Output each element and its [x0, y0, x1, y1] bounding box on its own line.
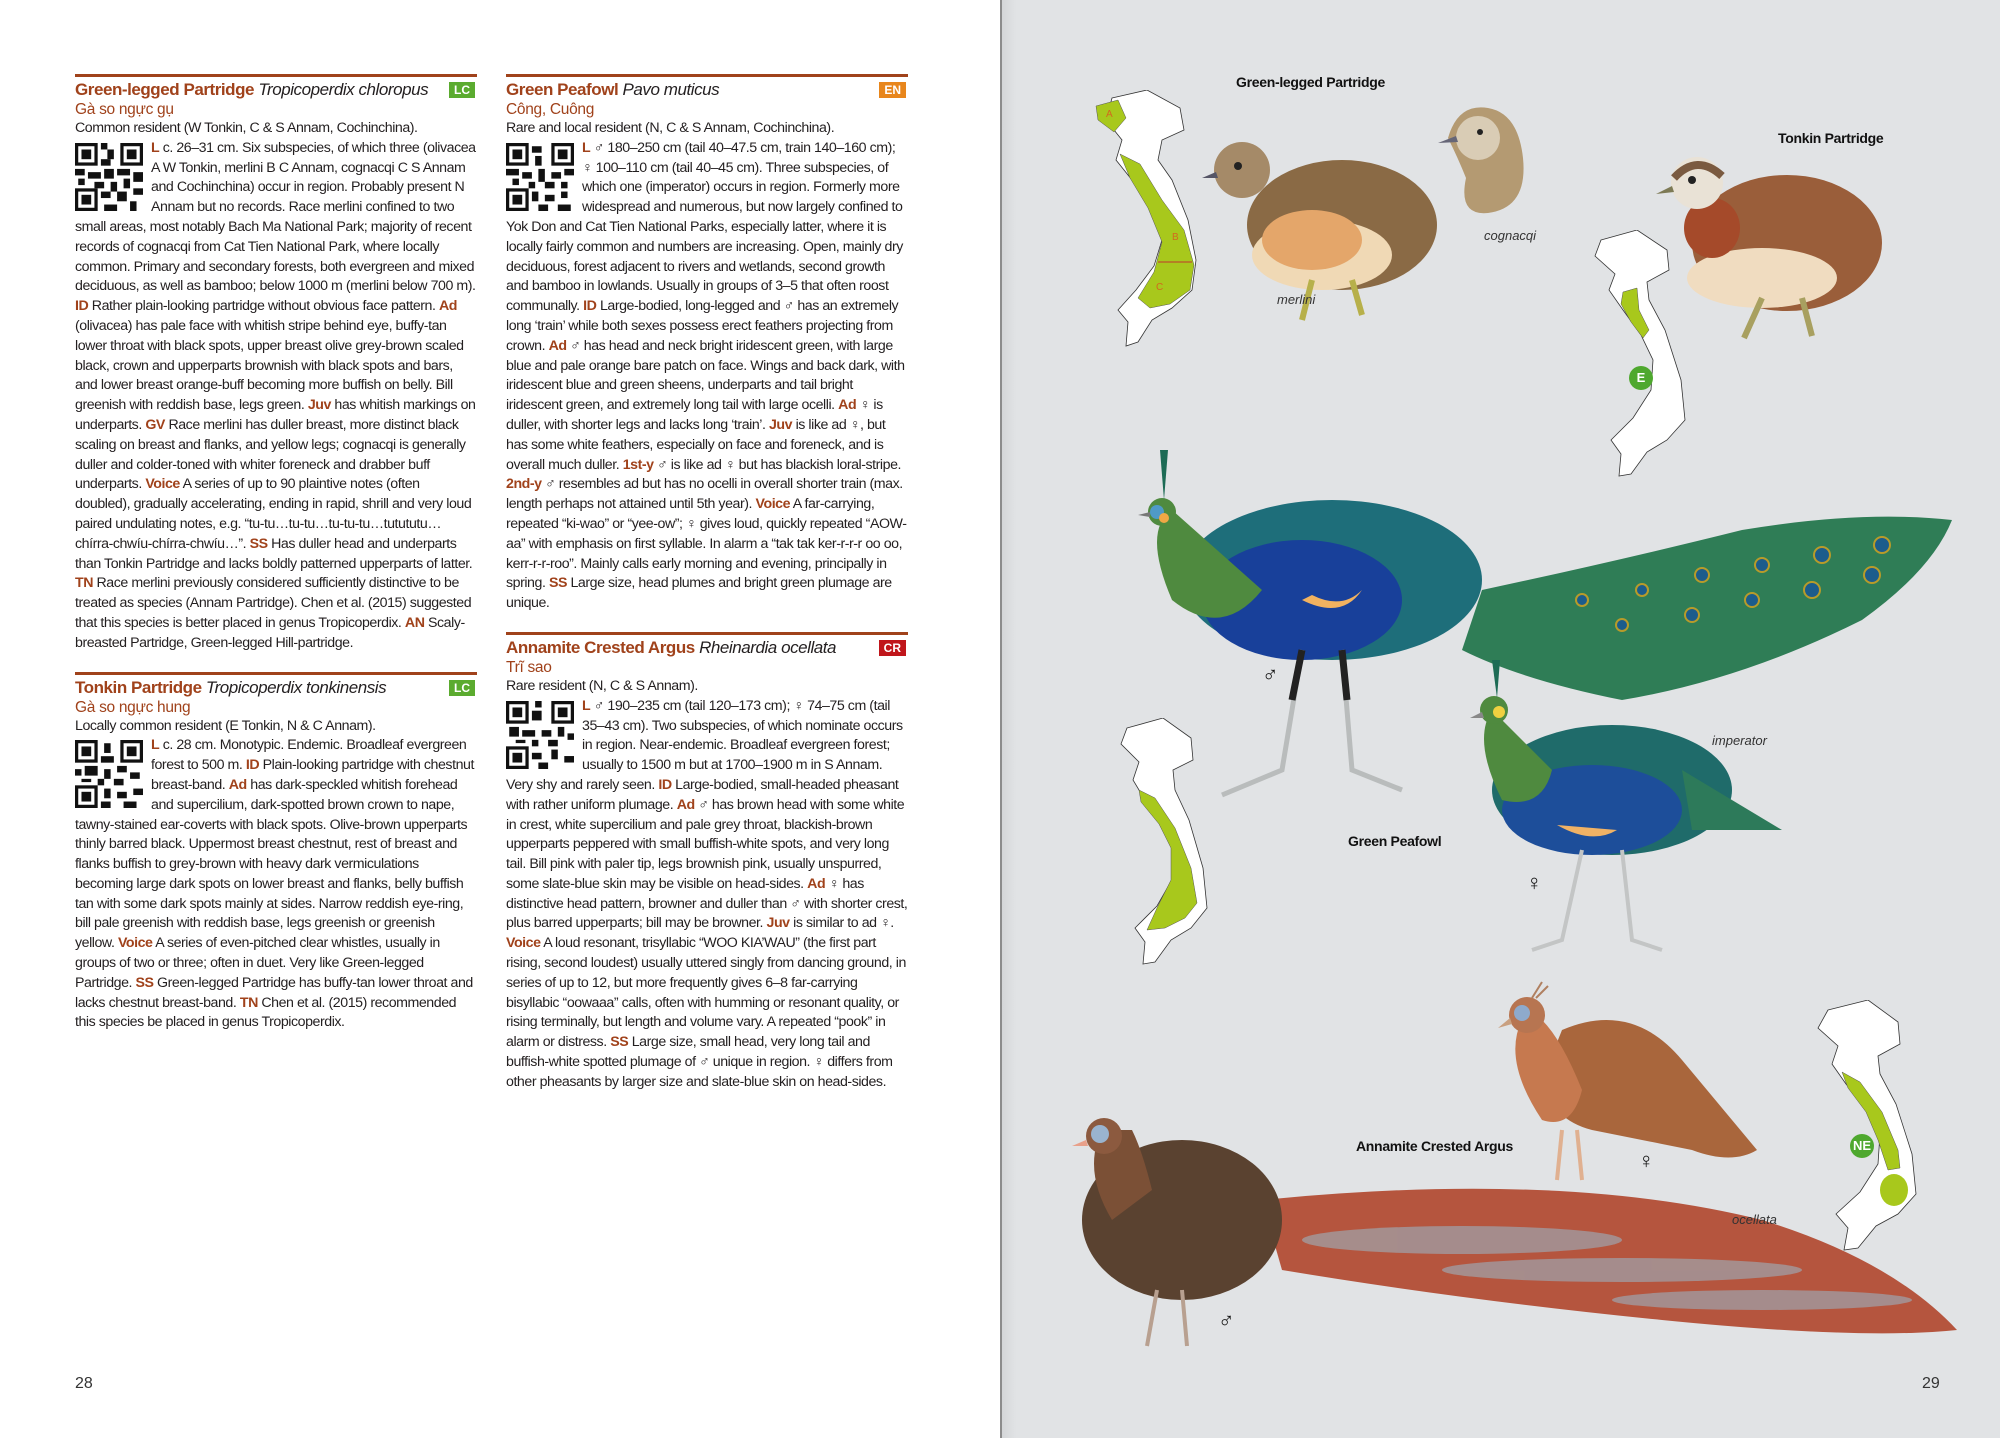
label-2nd-y: 2nd-y [506, 476, 542, 493]
endemic-badge-E: E [1629, 366, 1653, 390]
label-ID: ID [583, 298, 597, 315]
female-symbol: ♀ [1638, 1148, 1655, 1173]
common-name: Annamite Crested Argus [506, 637, 695, 657]
common-name: Green Peafowl [506, 80, 619, 99]
species-entry-tonkin-partridge [75, 672, 477, 1034]
label-Ad: Ad [228, 776, 247, 793]
label-ID: ID [245, 757, 260, 774]
page-number-left: 28 [75, 1375, 93, 1392]
species-description: L c. 26–31 cm. Six subspecies, of which three (olivacea A W Tonkin, merlini B C Annam, cognacqi C S Annam and Cochinchina) occur in region. Probably present N Annam but no records. Race merlini confined to two small areas, most notably Bach Ma National Park; majority of recent records of cognacqi from Cat Tien National Park, where locally common. Primary and secondary forests, both evergreen and mixed deciduous, as well as bamboo; below 1000 m (merlini below 700 m). ID Rather plain-looking partridge without obvious face pattern. Ad (olivacea) has pale face with whitish stripe behind eye, buffy-tan lower throat with black spots, upper breast olive grey-brown scaled black, crown and upperparts brownish with black spots and bars, and lower breast orange-buff becoming more buffish on belly. Bill greenish with reddish base, legs green. Juv has whitish markings on underparts. GV Race merlini has duller breast, more distinct black scaling on breast and flanks, and yellow legs; cognacqi is generally duller and colder-toned with whiter foreneck and drabber buff underparts. Voice A series of up to 90 plaintive notes (often doubled), gradually accelerating, ending in rapid, shrill and very loud paired undulating notes, e.g. “tu-tu…tu-tu…tu-tu-tu…tutututu…chírra-chwíu-chírra-chwíu…”. SS Has duller head and underparts than Tonkin Partridge and lacks boldly patterned upperparts of latter. TN Race merlini previously considered sufficiently distinctive to be treated as species (Annam Partridge). Chen et al. (2015) suggested that this species is better placed in genus Tropicoperdix. AN Scaly-breasted Partridge, Green-legged Hill-partridge. [75, 139, 476, 651]
species-heading [506, 638, 908, 658]
label-L: L [582, 139, 591, 156]
label-GV: GV [145, 416, 165, 433]
race-label-cognacqi: cognacqi [1484, 228, 1537, 243]
label-SS: SS [610, 1034, 629, 1051]
plate-label-tonkin-partridge: Tonkin Partridge [1778, 130, 1884, 146]
vietnamese-name: Trĩ sao [506, 658, 552, 676]
label-Juv: Juv [766, 915, 790, 932]
label-AN: AN [404, 614, 425, 631]
species-entry-annamite-crested-argus [506, 632, 908, 1093]
label-Voice: Voice [117, 935, 153, 952]
page-number-right: 29 [1922, 1375, 1940, 1392]
range-map-green-peafowl [1115, 718, 1215, 968]
label-ID: ID [75, 298, 89, 315]
scientific-name: Tropicoperdix chloropus [258, 80, 429, 99]
vietnamese-name: Gà so ngực gụ [75, 101, 174, 118]
label-ID: ID [658, 776, 672, 793]
status-badge: EN [879, 82, 906, 98]
range-map-tonkin-partridge [1587, 230, 1692, 480]
range-map-green-legged-partridge [1092, 90, 1202, 350]
residency-status: Common resident (W Tonkin, C & S Annam, Cochinchina). [75, 120, 418, 136]
species-description: L ♂ 180–250 cm (tail 40–47.5 cm, train 140–160 cm); ♀ 100–110 cm (tail 40–45 cm). Three subspecies, of which one (imperator) occurs in region. Formerly more widespread and numerous, but now largely confined to Yok Don and Cat Tien National Parks, especially latter, where it is locally fairly common and numbers are increasing. Open, mainly dry deciduous, forest adjacent to rivers and wetlands, second growth and bamboo in lowlands. Usually in groups of 3–5 that often roost communally. ID Large-bodied, long-legged and ♂ has an extremely long ‘train’ while both sexes possess erect feathers projecting from crown. Ad ♂ has head and neck bright iridescent green, with large blue and pale orange bare patch on face. Wings and back dark, with iridescent blue and green sheens, underparts and tail bright iridescent green, and extremely long tail with large ocelli. Ad ♀ is duller, with shorter legs and lacks long ‘train’. Juv is like ad ♀, but has some white feathers, especially on face and foreneck, and is overall much duller. 1st-y ♂ is like ad ♀ but has blackish loral-stripe. 2nd-y ♂ resembles ad but has no ocelli in overall shorter train (max. length perhaps not attained until 5th year). Voice A far-carrying, repeated “ki-wao” or “yee-ow”; ♀ gives loud, quickly repeated “AOW-aa” with emphasis on first syllable. In alarm a “tak tak ker-r-r-r oo oo, kerr-r-r-roo”. Mainly calls early morning and evening, principally in spring. SS Large size, head plumes and bright green plumage are unique. [506, 139, 907, 612]
label-Ad: Ad [548, 337, 567, 354]
label-TN: TN [75, 575, 94, 592]
label-Voice: Voice [506, 935, 541, 952]
label-Voice: Voice [145, 476, 180, 493]
residency-status: Locally common resident (E Tonkin, N & C Annam). [75, 717, 376, 734]
label-TN: TN [239, 994, 258, 1011]
label-SS: SS [548, 575, 567, 592]
label-SS: SS [249, 535, 268, 552]
status-badge: LC [449, 680, 475, 696]
label-Juv: Juv [307, 397, 331, 414]
female-symbol: ♀ [1526, 870, 1543, 895]
label-Ad: Ad [438, 298, 457, 315]
species-heading [75, 80, 477, 100]
race-label-ocellata: ocellata [1732, 1212, 1777, 1227]
map-region-letter: B [1172, 232, 1179, 243]
plate-label-green-peafowl: Green Peafowl [1348, 833, 1442, 849]
scientific-name: Tropicoperdix tonkinensis [205, 677, 387, 697]
race-label-imperator: imperator [1712, 733, 1767, 748]
scientific-name: Pavo muticus [622, 80, 720, 99]
common-name: Green-legged Partridge [75, 80, 255, 99]
common-name: Tonkin Partridge [75, 677, 202, 697]
range-map-annamite-crested-argus [1812, 1000, 1942, 1255]
qr-code-icon[interactable] [506, 143, 574, 211]
residency-status: Rare and local resident (N, C & S Annam, Cochinchina). [506, 120, 835, 136]
label-1st-y: 1st-y [622, 456, 654, 473]
species-description: L c. 28 cm. Monotypic. Endemic. Broadleaf evergreen forest to 500 m. ID Plain-looking partridge with chestnut breast-band. Ad has dark-speckled whitish forehead and supercilium, dark-spotted brown crown to nape, tawny-stained ear-coverts with black spots. Olive-brown upperparts thinly barred black. Uppermost breast chestnut, rest of breast and flanks buffish to grey-brown with heavy dark vermiculations becoming large dark spots on lower breast and flanks, belly buffish tan with some dark spots mainly at sides. Narrow reddish eye-ring, bill pale greenish with reddish base, legs greenish or greenish yellow. Voice A series of even-pitched clear whistles, usually in groups of two or three; often in duet. Very like Green-legged Partridge. SS Green-legged Partridge has buffy-tan lower throat and lacks chestnut breast-band. TN Chen et al. (2015) recommended this species be placed in genus Tropicoperdix. [75, 737, 474, 1031]
right-page-plate [1002, 0, 2000, 1438]
race-label-merlini: merlini [1277, 292, 1316, 307]
species-entry-green-peafowl [506, 74, 908, 614]
near-endemic-badge-NE: NE [1850, 1134, 1874, 1158]
male-symbol: ♂ [1218, 1308, 1235, 1333]
status-badge: LC [449, 82, 475, 98]
label-SS: SS [135, 974, 154, 991]
map-region-letter: A [1106, 109, 1113, 120]
label-Ad: Ad [807, 875, 826, 892]
qr-code-icon[interactable] [506, 701, 574, 769]
species-heading [506, 80, 908, 100]
illustration-green-peafowl-female [1442, 660, 1792, 960]
label-L: L [151, 139, 160, 156]
plate-label-green-legged-partridge: Green-legged Partridge [1236, 74, 1385, 90]
species-description: L ♂ 190–235 cm (tail 120–173 cm); ♀ 74–75 cm (tail 35–43 cm). Two subspecies, of which nominate occurs in region. Near-endemic. Broadleaf evergreen forest; usually to 1500 m but at 1700–1900 m in S Annam. Very shy and rarely seen. ID Large-bodied, small-headed pheasant with rather uniform plumage. Ad ♂ has brown head with some white in crest, white supercilium and pale grey throat, blackish-brown upperparts peppered with small buffish-white spots, and very long tail. Bill pink with paler tip, legs brownish pink, usually unspurred, some slate-blue skin may be visible on head-sides. Ad ♀ has distinctive head pattern, browner and duller than ♂ with shorter crest, plus barred upperparts; bill may be browner. Juv is similar to ad ♀. Voice A loud resonant, trisyllabic “WOO KIA’WAU” (the first part rising, second loudest) usually uttered singly from dancing ground, in series of up to 12, but more frequently gives 6–8 far-carrying bisyllabic “oowaaa” calls, often with humming or resonant quality, or rising terminally, but length and volume vary. A repeated “pook” in alarm or distress. SS Large size, small head, very long tail and buffish-white spotted plumage of ♂ unique in region. ♀ differs from other pheasants by larger size and slate-blue skin on head-sides. [506, 697, 908, 1090]
scientific-name: Rheinardia ocellata [699, 637, 837, 657]
label-Ad: Ad [676, 796, 695, 813]
text-column-2 [506, 74, 908, 1111]
text-column-1 [75, 74, 477, 1051]
label-Ad: Ad [838, 397, 857, 414]
label-Voice: Voice [755, 496, 791, 513]
status-badge: CR [879, 640, 906, 656]
plate-label-annamite-crested-argus: Annamite Crested Argus [1356, 1138, 1514, 1154]
illustration-green-legged-partridge-cognacqi [1428, 98, 1538, 218]
label-Juv: Juv [768, 416, 793, 433]
qr-code-icon[interactable] [75, 143, 143, 211]
label-L: L [582, 697, 591, 714]
label-L: L [151, 737, 160, 754]
vietnamese-name: Công, Cuông [506, 101, 595, 118]
vietnamese-name: Gà so ngực hung [75, 698, 191, 716]
species-entry-green-legged-partridge [75, 74, 477, 654]
illustration-green-legged-partridge-merlini [1202, 130, 1462, 330]
residency-status: Rare resident (N, C & S Annam). [506, 677, 698, 694]
qr-code-icon[interactable] [75, 740, 143, 808]
male-symbol: ♂ [1262, 662, 1279, 687]
species-heading [75, 678, 477, 698]
map-region-letter: C [1156, 282, 1164, 293]
